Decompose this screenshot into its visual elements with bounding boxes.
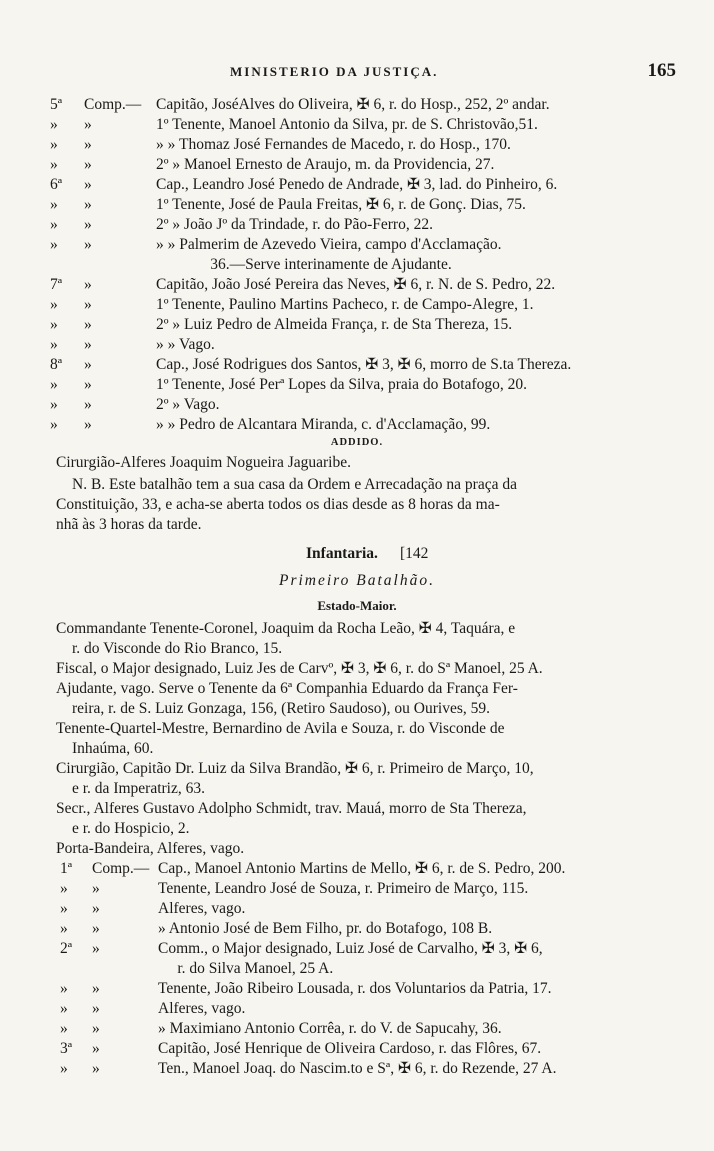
staff-heading: Estado-Maior. <box>317 598 397 613</box>
list-item: 7ª » Capitão, João José Pereira das Neves, ✠ 6, r. N. de S. Pedro, 22. <box>50 276 556 293</box>
list-item: 1ª Comp.— Cap., Manoel Antonio Martins de Mello, ✠ 6, r. de S. Pedro, 200. <box>60 860 566 877</box>
list-item: r. do Visconde do Rio Branco, 15. <box>72 640 283 657</box>
list-item: » » 2º » Vago. <box>50 396 220 413</box>
note-line: Constituição, 33, e acha-se aberta todos os dias desde as 8 horas da ma- <box>56 496 500 513</box>
note-line: nhã às 3 horas da tarde. <box>56 516 202 533</box>
list-item: » » Tenente, Leandro José de Souza, r. Primeiro de Março, 115. <box>60 880 529 897</box>
running-head: MINISTERIO DA JUSTIÇA. <box>230 64 439 79</box>
list-item: » » 2º » Manoel Ernesto de Araujo, m. da Providencia, 27. <box>50 156 495 173</box>
list-item: e r. do Hospicio, 2. <box>72 820 190 837</box>
list-item: reira, r. de S. Luiz Gonzaga, 156, (Retiro Saudoso), ou Ourives, 59. <box>72 700 490 717</box>
list-item: » » Tenente, João Ribeiro Lousada, r. dos Voluntarios da Patria, 17. <box>60 980 552 997</box>
list-item: » » 1º Tenente, Paulino Martins Pacheco, r. de Campo-Alegre, 1. <box>50 296 534 313</box>
addido-entry: Cirurgião-Alferes Joaquim Nogueira Jaguaribe. <box>56 454 351 471</box>
list-item: » » Ten., Manoel Joaq. do Nascim.to e Sª, ✠ 6, r. do Rezende, 27 A. <box>60 1060 557 1077</box>
list-item: » » » Maximiano Antonio Corrêa, r. do V. de Sapucahy, 36. <box>60 1020 502 1037</box>
section-subtitle: Primeiro Batalhão. <box>279 572 435 589</box>
list-item: 36.—Serve interinamente de Ajudante. <box>156 256 452 273</box>
section-title: Infantaria. [142 <box>306 545 429 562</box>
list-item: Cirurgião, Capitão Dr. Luiz da Silva Brandão, ✠ 6, r. Primeiro de Março, 10, <box>56 760 534 777</box>
list-item: » » » » Thomaz José Fernandes de Macedo, r. do Hosp., 170. <box>50 136 511 153</box>
addido-heading: ADDIDO. <box>330 437 384 448</box>
list-item: Fiscal, o Major designado, Luiz Jes de Carvº, ✠ 3, ✠ 6, r. do Sª Manoel, 25 A. <box>56 660 543 677</box>
list-item: » » Alferes, vago. <box>60 1000 246 1017</box>
list-item: » » 2º » Luiz Pedro de Almeida França, r. de Sta Thereza, 15. <box>50 316 513 333</box>
list-item: r. do Silva Manoel, 25 A. <box>158 960 334 977</box>
list-item: 8ª » Cap., José Rodrigues dos Santos, ✠ 3, ✠ 6, morro de S.ta Thereza. <box>50 356 572 373</box>
list-item: Secr., Alferes Gustavo Adolpho Schmidt, trav. Mauá, morro de Sta Thereza, <box>56 800 527 817</box>
note-line: N. B. Este batalhão tem a sua casa da Ordem e Arrecadação na praça da <box>72 476 517 493</box>
list-item: e r. da Imperatriz, 63. <box>72 780 205 797</box>
list-item: » » 1º Tenente, José Perª Lopes da Silva, praia do Botafogo, 20. <box>50 376 528 393</box>
list-item: Inhaúma, 60. <box>72 740 154 757</box>
list-item: » » » Antonio José de Bem Filho, pr. do Botafogo, 108 B. <box>60 920 493 937</box>
list-item: » » 2º » João Jº da Trindade, r. do Pão-Ferro, 22. <box>50 216 433 233</box>
page-header <box>60 62 690 86</box>
list-item: » » » » Palmerim de Azevedo Vieira, campo d'Acclamação. <box>50 236 502 253</box>
list-item: 5ª Comp.— Capitão, JoséAlves do Oliveira, ✠ 6, r. do Hosp., 252, 2º andar. <box>50 96 550 113</box>
list-item: 2ª » Comm., o Major designado, Luiz José de Carvalho, ✠ 3, ✠ 6, <box>60 940 543 957</box>
list-item: » » » » Vago. <box>50 336 215 353</box>
list-item: Ajudante, vago. Serve o Tenente da 6ª Companhia Eduardo da França Fer- <box>56 680 518 697</box>
list-item: » » 1º Tenente, José de Paula Freitas, ✠ 6, r. de Gonç. Dias, 75. <box>50 196 526 213</box>
list-item: » » Alferes, vago. <box>60 900 246 917</box>
list-item: Porta-Bandeira, Alferes, vago. <box>56 840 245 857</box>
page-number: 165 <box>647 60 676 81</box>
list-item: » » 1º Tenente, Manoel Antonio da Silva, pr. de S. Christovão,51. <box>50 116 538 133</box>
list-item: » » » » Pedro de Alcantara Miranda, c. d'Acclamação, 99. <box>50 416 491 433</box>
list-item: 6ª » Cap., Leandro José Penedo de Andrade, ✠ 3, lad. do Pinheiro, 6. <box>50 176 558 193</box>
list-item: 3ª » Capitão, José Henrique de Oliveira Cardoso, r. das Flôres, 67. <box>60 1040 542 1057</box>
list-item: Commandante Tenente-Coronel, Joaquim da Rocha Leão, ✠ 4, Taquára, e <box>56 620 516 637</box>
list-item: Tenente-Quartel-Mestre, Bernardino de Avila e Souza, r. do Visconde de <box>56 720 505 737</box>
